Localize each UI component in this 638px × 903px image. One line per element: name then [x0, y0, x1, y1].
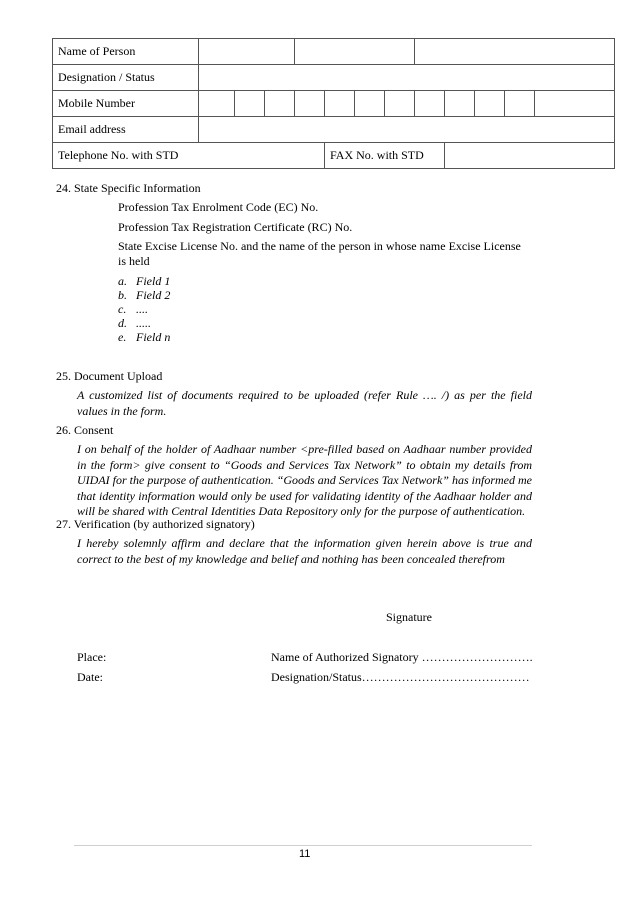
mobile-digit-box[interactable]: [535, 91, 615, 117]
field-marker: e.: [118, 330, 127, 344]
name-field-box[interactable]: [295, 39, 415, 65]
table-row: [53, 65, 615, 91]
fax-field[interactable]: [445, 143, 615, 169]
designation-field[interactable]: [199, 65, 615, 91]
email-address-label: Email address: [53, 117, 199, 143]
field-marker: a.: [118, 274, 127, 288]
mobile-digit-box[interactable]: [445, 91, 475, 117]
field-item: .....: [136, 316, 151, 330]
name-field-box[interactable]: [415, 39, 615, 65]
field-marker: d.: [118, 316, 127, 330]
mobile-digit-box[interactable]: [235, 91, 265, 117]
excise-license-line-cont: is held: [118, 254, 150, 268]
mobile-digit-box[interactable]: [199, 91, 235, 117]
field-item: Field n: [136, 330, 171, 344]
field-item: ....: [136, 302, 148, 316]
signature-label: Signature: [386, 610, 432, 624]
footer-divider: [74, 845, 532, 846]
telephone-label: Telephone No. with STD: [53, 143, 325, 169]
section-24-heading: 24. State Specific Information: [56, 181, 201, 195]
field-item: Field 2: [136, 288, 171, 302]
email-field[interactable]: [199, 117, 615, 143]
mobile-digit-box[interactable]: [355, 91, 385, 117]
place-label: Place:: [77, 650, 107, 664]
designation-status-line: Designation/Status……………………………………: [271, 670, 530, 684]
profession-tax-ec-line: Profession Tax Enrolment Code (EC) No.: [118, 200, 319, 214]
mobile-digit-box[interactable]: [505, 91, 535, 117]
document-upload-text: A customized list of documents required to be uploaded (refer Rule …. /) as per the field values in the form.: [77, 388, 532, 418]
section-26-heading: 26. Consent: [56, 423, 114, 437]
mobile-digit-box[interactable]: [415, 91, 445, 117]
mobile-digit-box[interactable]: [295, 91, 325, 117]
table-row: [53, 91, 615, 117]
table-row: [53, 143, 615, 169]
mobile-digit-box[interactable]: [325, 91, 355, 117]
verification-text: I hereby solemnly affirm and declare that the information given herein above is true and correct to the best of my knowledge and belief and nothing has been concealed therefrom: [77, 536, 532, 566]
section-25-heading: 25. Document Upload: [56, 369, 163, 383]
fax-label: FAX No. with STD: [325, 143, 445, 169]
mobile-digit-box[interactable]: [475, 91, 505, 117]
designation-label: Designation / Status: [53, 65, 199, 91]
page-number: 11: [299, 848, 311, 860]
excise-license-line: State Excise License No. and the name of the person in whose name Excise License: [118, 239, 521, 253]
field-item: Field 1: [136, 274, 171, 288]
name-field-box[interactable]: [199, 39, 295, 65]
name-of-person-label: Name of Person: [53, 39, 199, 65]
date-label: Date:: [77, 670, 103, 684]
authorized-signatory-name: Name of Authorized Signatory ……………………….: [271, 650, 533, 664]
contact-details-table: [52, 38, 615, 169]
section-27-heading: 27. Verification (by authorized signatory): [56, 517, 255, 531]
field-marker: c.: [118, 302, 127, 316]
consent-text: I on behalf of the holder of Aadhaar number <pre-filled based on Aadhaar number provided in the form> give consent to “Goods and Services Tax Network” to obtain my details from UIDAI for the purpose of authentication. “Goods and Services Tax Network” has informed me that identity information would only be used for validating identity of the Aadhaar holder and will be shared with Central Identities Data Repository only for the purpose of authentication.: [77, 442, 532, 519]
table-row: [53, 117, 615, 143]
mobile-digit-box[interactable]: [265, 91, 295, 117]
mobile-number-label: Mobile Number: [53, 91, 199, 117]
profession-tax-rc-line: Profession Tax Registration Certificate (RC) No.: [118, 220, 353, 234]
table-row: [53, 39, 615, 65]
field-marker: b.: [118, 288, 127, 302]
mobile-digit-box[interactable]: [385, 91, 415, 117]
